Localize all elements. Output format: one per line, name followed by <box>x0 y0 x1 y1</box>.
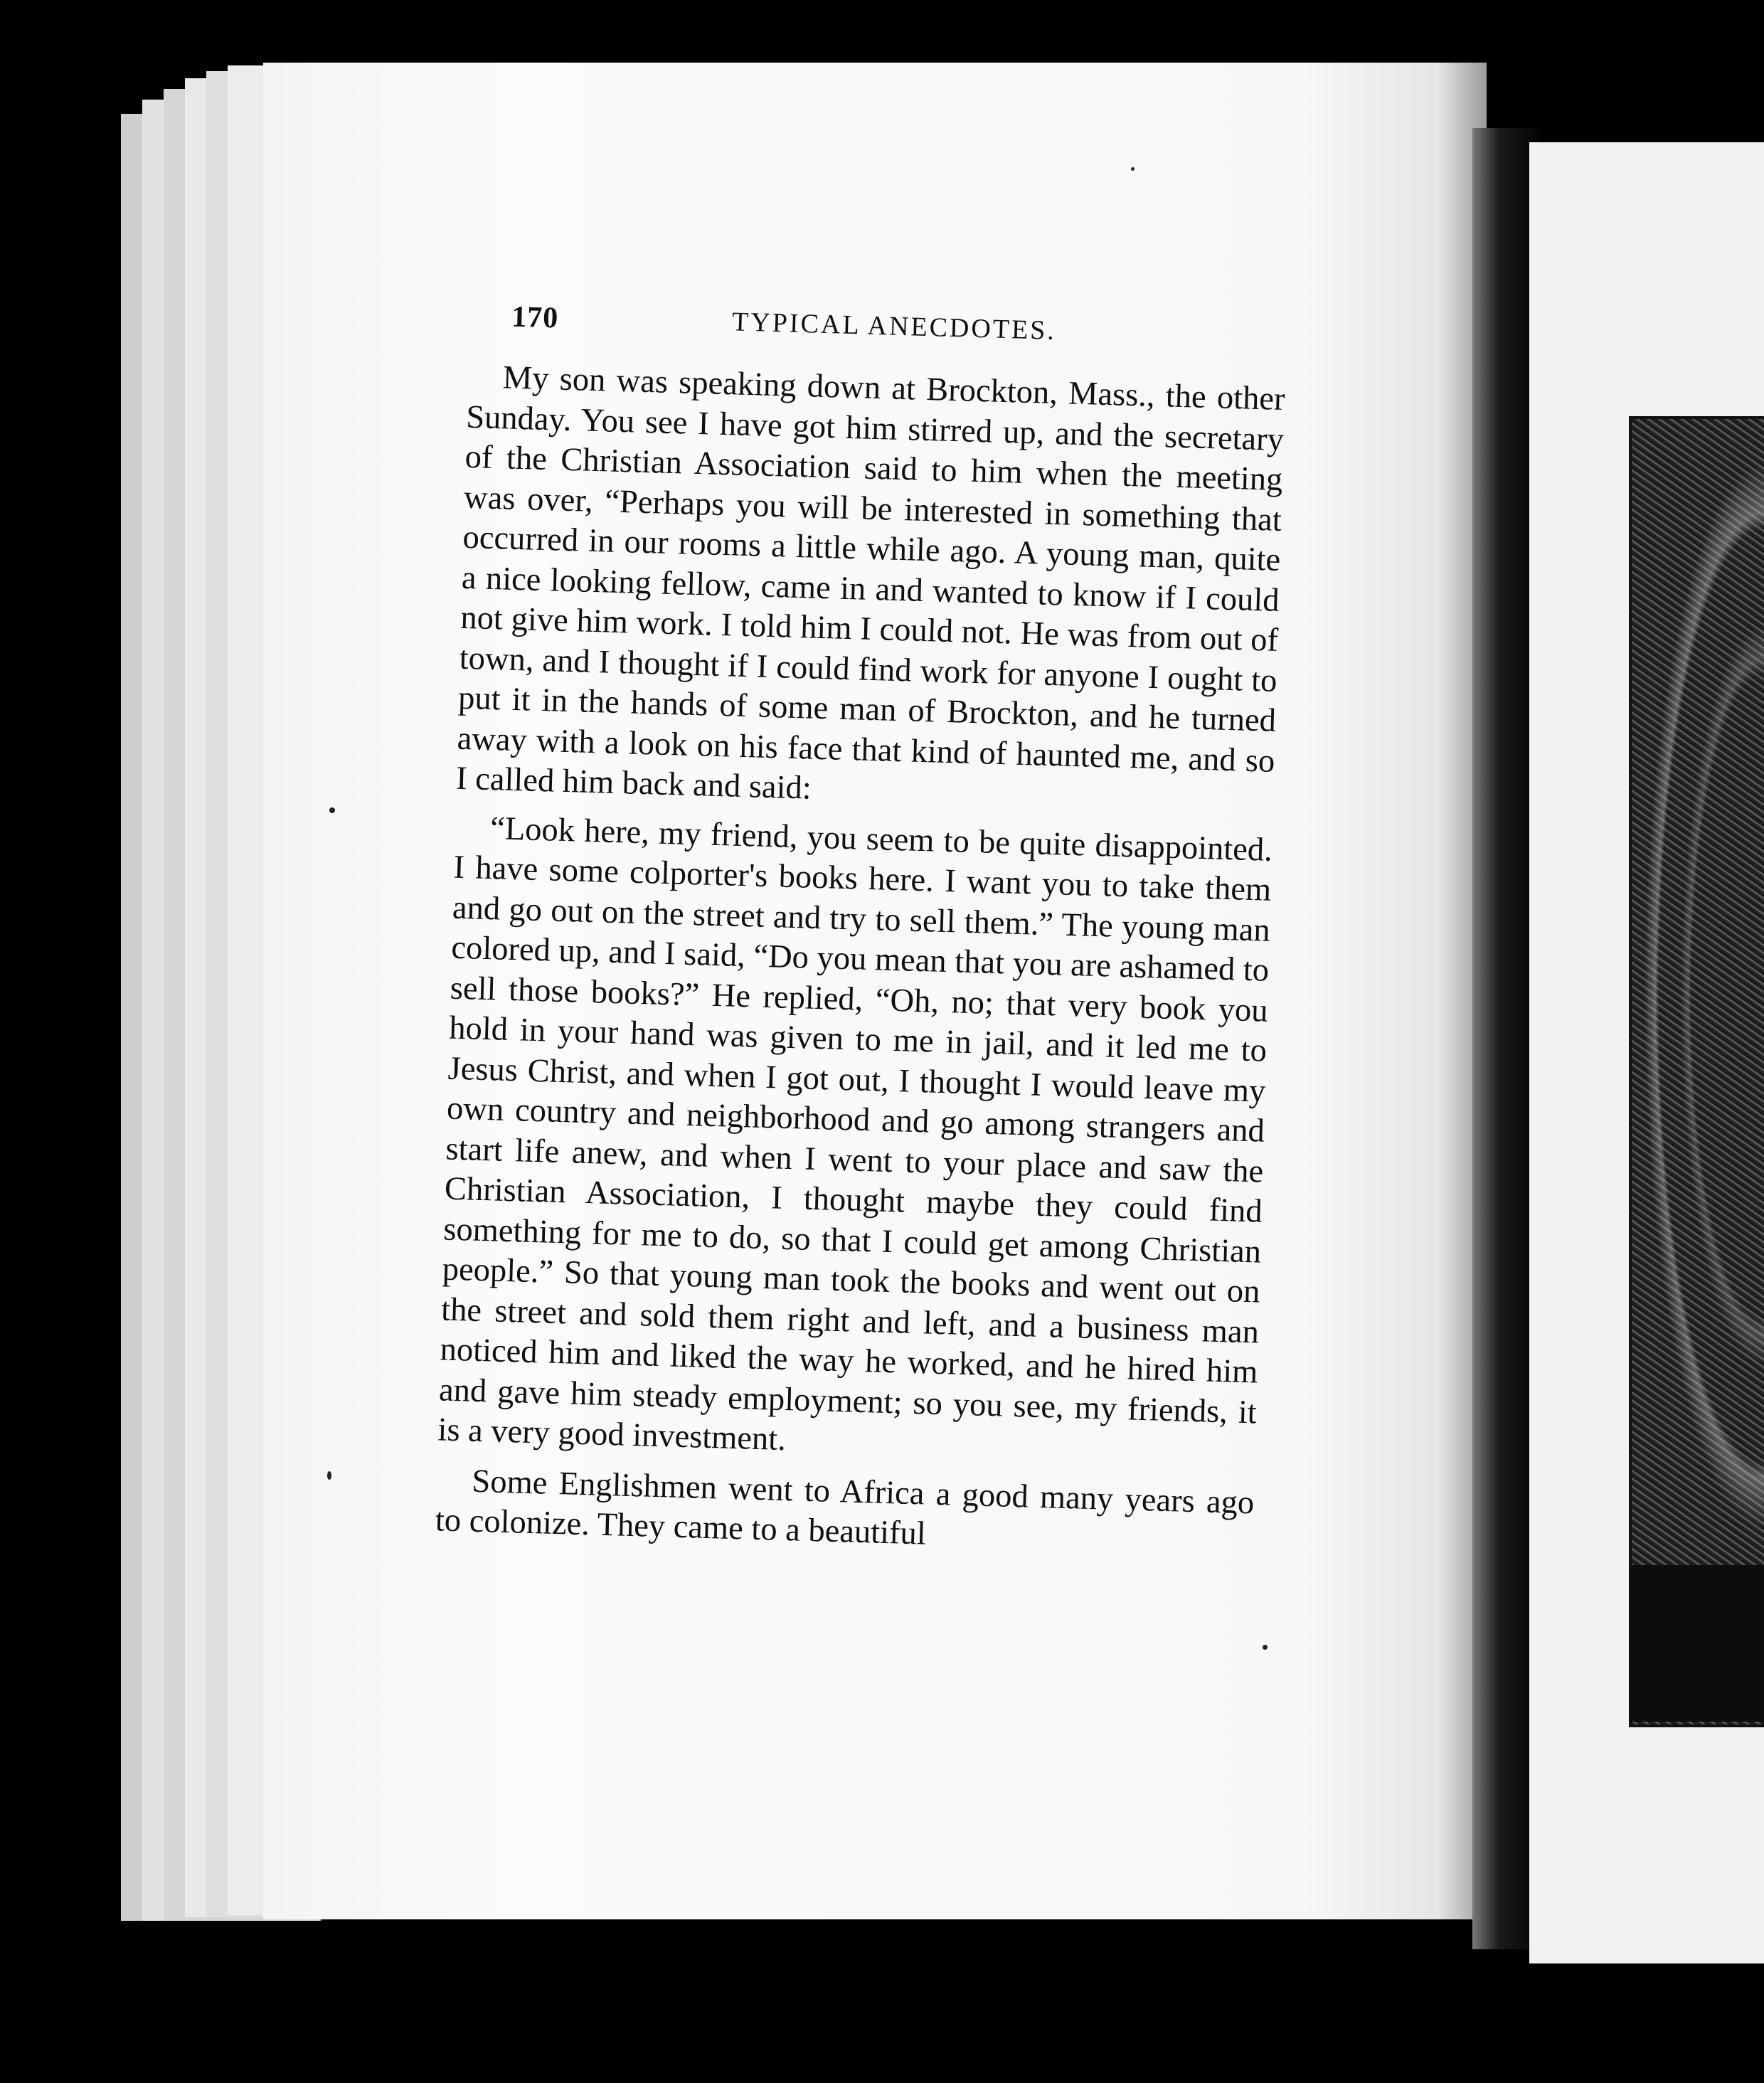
speck <box>1263 1645 1268 1650</box>
text-block <box>435 299 1287 1564</box>
illustration-base <box>1629 1565 1764 1722</box>
illustration-detail <box>1636 427 1764 1565</box>
paragraph: Some Englishmen went to Africa a good many years ago to colonize. They came to a beautiful <box>435 1463 1255 1552</box>
paragraph: My son was speaking down at Brockton, Mass., the other Sunday. You see I have got him stirred up, and the secretary of the Christian Association said to him when the meeting was over, “Perhaps you will be interested in something that occurred in our rooms a little while ago. A young man, quite a nice looking fellow, came in and wanted to know if I could not give him work. I told him I could not. He was from out of town, and I thought if I could find work for anyone I ought to put it in the hands of some man of Brockton, and he turned away with a look on his face that kind of haunted me, and so I called him back and said: <box>455 359 1286 807</box>
page-number: 170 <box>511 300 559 335</box>
paragraph: “Look here, my friend, you seem to be quite disappointed. I have some colporter's books here. I want you to take them and go out on the street and try to sell them.” The young man colored up, and I said, “Do you mean that you are ashamed to sell those books?” He replied, “Oh, no; that very book you hold in your hand was given to me in jail, and it led me to Jesus Christ, and when I got out, I thought I would leave my own country and neighborhood and go among strangers and start life anew, and when I went to your place and saw the Christian Association, I thought maybe they could find something for me to do, so that I could get among Christian people.” So that young man took the books and went out on the street and sold them right and left, and a business man noticed him and liked the way he worked, and he hired him and gave him steady employment; so you see, my friends, it is a very good investment. <box>437 810 1273 1458</box>
speck <box>329 807 335 813</box>
running-head: TYPICAL ANECDOTES. <box>731 307 1057 346</box>
speck <box>1131 167 1135 171</box>
speck <box>327 1471 331 1480</box>
